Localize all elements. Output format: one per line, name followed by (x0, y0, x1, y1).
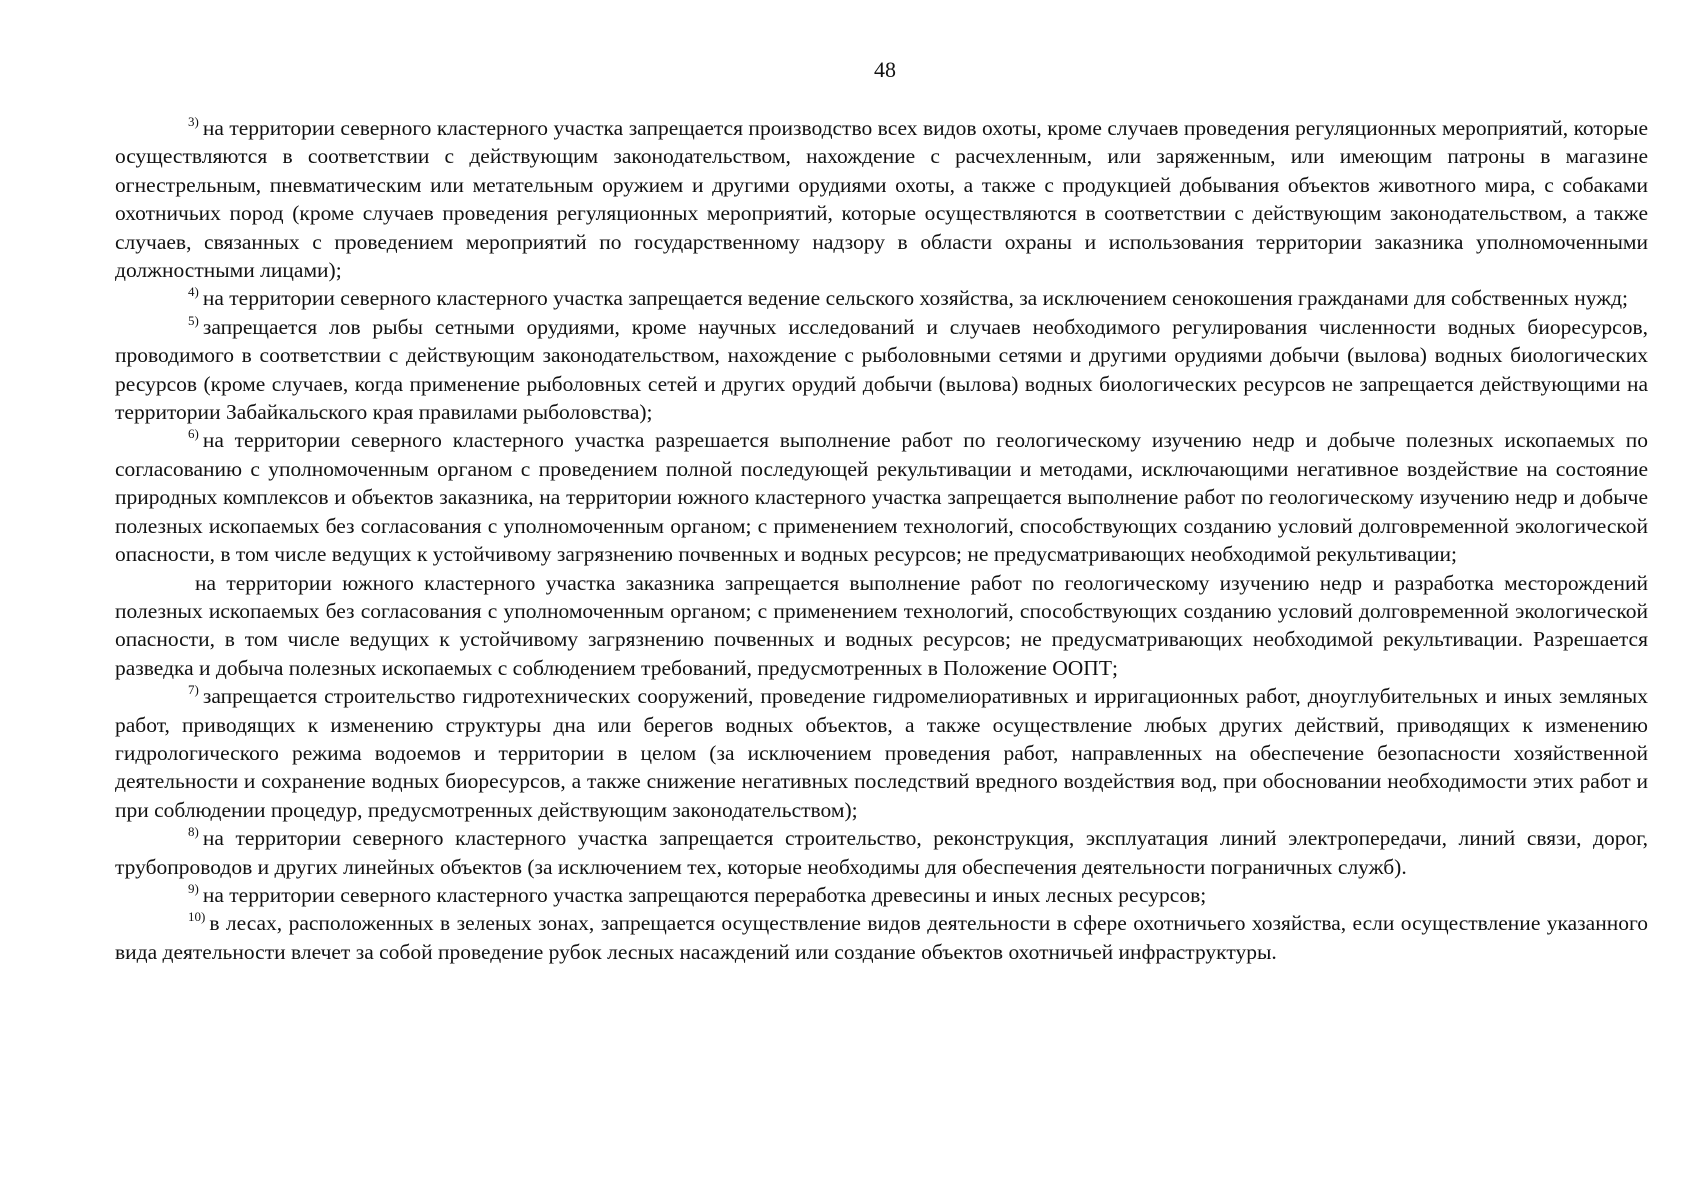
paragraph-text: на территории северного кластерного участка запрещается производство всех видов охоты, кроме случаев проведения регуляционных мероприятий, которые осуществляются в соответствии с действующим законодательством, нахождение с расчехленным, или заряженным, или имеющим патроны в магазине огнестрельным, пневматическим или метательным оружием и другими орудиями охоты, а также с продукцией добывания объектов животного мира, с собаками охотничьих пород (кроме случаев проведения регуляционных мероприятий, которые осуществляются в соответствии с действующим законодательством, а также случаев, связанных с проведением мероприятий по государственному надзору в области охраны и использования территории заказника уполномоченными должностными лицами); (115, 116, 1648, 283)
footnote-marker: 5) (188, 312, 199, 328)
paragraph-text: запрещается строительство гидротехнических сооружений, проведение гидромелиоративных и ирригационных работ, дноуглубительных и иных земляных работ, приводящих к изменению структуры дна или берегов водных объектов, а также осуществление любых других действий, приводящих к изменению гидрологического режима водоемов и территории в целом (за исключением проведения работ, направленных на обеспечение безопасности хозяйственной деятельности и сохранение водных биоресурсов, а также снижение негативных последствий вредного воздействия вод, при обосновании необходимости этих работ и при соблюдении процедур, предусмотренных действующим законодательством); (115, 684, 1648, 822)
paragraph-3 (115, 114, 1648, 284)
footnote-marker: 8) (188, 824, 199, 840)
paragraph-8 (115, 824, 1648, 881)
paragraph-text: на территории северного кластерного участка запрещается строительство, реконструкция, эксплуатация линий электропередачи, линий связи, дорог, трубопроводов и других линейных объектов (за исключением тех, которые необходимы для обеспечения деятельности пограничных служб). (115, 826, 1648, 879)
footnote-marker: 3) (188, 114, 199, 129)
page-number: 48 (874, 57, 896, 82)
footnote-marker: 10) (188, 909, 206, 925)
paragraph-5 (115, 313, 1648, 427)
paragraph-text: запрещается лов рыбы сетными орудиями, кроме научных исследований и случаев необходимого регулирования численности водных биоресурсов, проводимого в соответствии с действующим законодательством, нахождение с рыболовными сетями и другими орудиями добычи (вылова) водных биологических ресурсов (кроме случаев, когда применение рыболовных сетей и других орудий добычи (вылова) водных биологических ресурсов не запрещается действующими на территории Забайкальского края правилами рыболовства); (115, 314, 1648, 425)
paragraph-6 (115, 426, 1648, 568)
paragraph-text: на территории южного кластерного участка заказника запрещается выполнение работ по геологическому изучению недр и разработка месторождений полезных ископаемых без согласования с уполномоченным органом; с применением технологий, способствующих созданию условий долговременной экологической опасности, в том числе ведущих к устойчивому загрязнению почвенных и водных ресурсов; не предусматривающих необходимой рекультивации. Разрешается разведка и добыча полезных ископаемых с соблюдением требований, предусмотренных в Положение ООПТ; (115, 570, 1648, 680)
paragraph-7 (115, 682, 1648, 824)
footnote-marker: 6) (188, 426, 199, 442)
paragraph-6-continued (115, 569, 1648, 683)
paragraph-text: на территории северного кластерного участка запрещается ведение сельского хозяйства, за исключением сенокошения гражданами для собственных нужд; (202, 286, 1629, 311)
footnote-marker: 4) (188, 284, 199, 300)
paragraph-4 (115, 284, 1648, 312)
paragraph-text: на территории северного кластерного участка запрещаются переработка древесины и иных лесных ресурсов; (202, 882, 1207, 907)
paragraph-text: в лесах, расположенных в зеленых зонах, запрещается осуществление видов деятельности в сфере охотничьего хозяйства, если осуществление указанного вида деятельности влечет за собой проведение рубок лесных насаждений или создание объектов охотничьей инфраструктуры. (115, 911, 1648, 964)
paragraph-9 (115, 881, 1648, 909)
paragraph-text: на территории северного кластерного участка разрешается выполнение работ по геологическому изучению недр и добыче полезных ископаемых по согласованию с уполномоченным органом с проведением полной последующей рекультивации и методами, исключающими негативное воздействие на состояние природных комплексов и объектов заказника, на территории южного кластерного участка запрещается выполнение работ по геологическому изучению недр и добыче полезных ископаемых без согласования с уполномоченным органом; с применением технологий, способствующих созданию условий долговременной экологической опасности, в том числе ведущих к устойчивому загрязнению почвенных и водных ресурсов; не предусматривающих необходимой рекультивации; (115, 428, 1648, 567)
paragraph-10 (115, 909, 1648, 966)
footnote-marker: 7) (188, 682, 199, 698)
document-body (115, 114, 1648, 966)
footnote-marker: 9) (188, 880, 199, 896)
